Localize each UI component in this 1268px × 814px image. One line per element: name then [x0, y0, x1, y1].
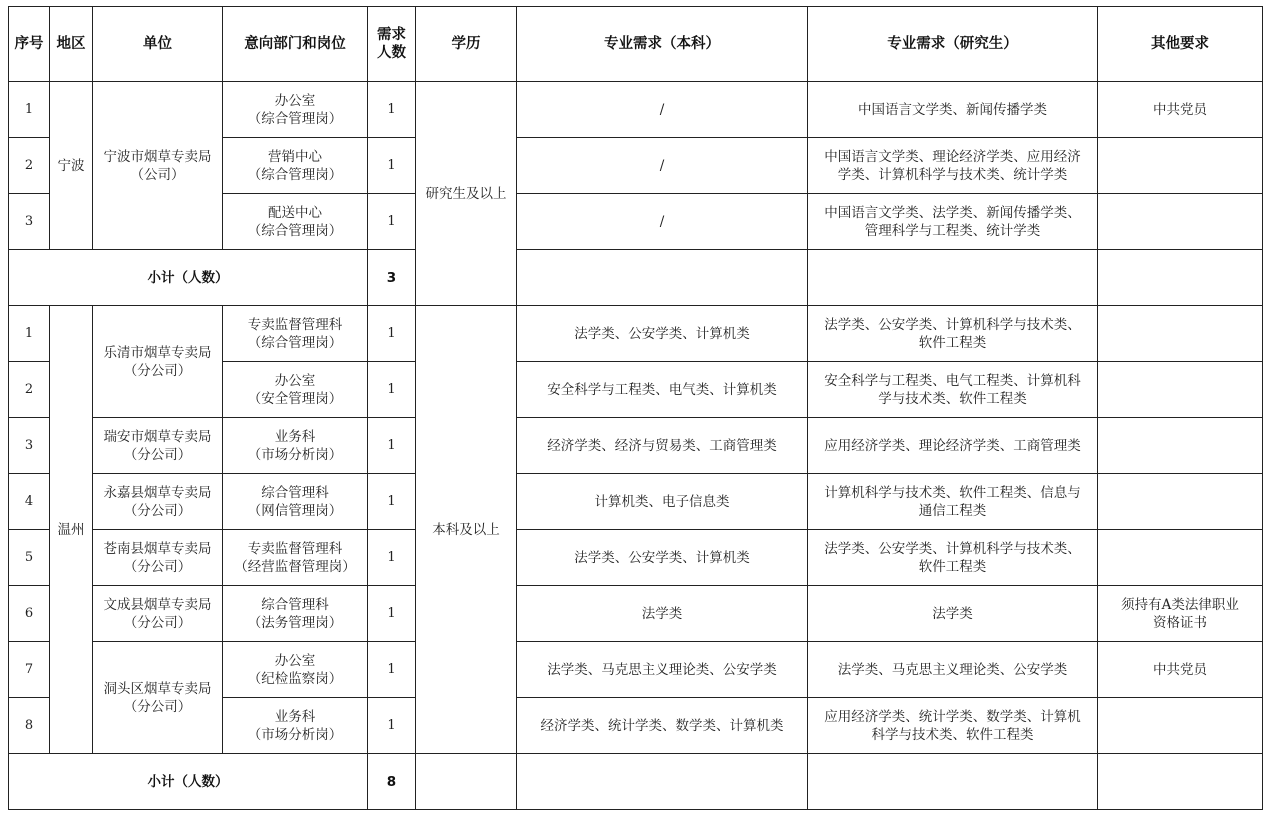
grad-line: 应用经济学类、统计学类、数学类、计算机 — [824, 708, 1081, 725]
count-cell: 1 — [368, 82, 416, 138]
header-count — [368, 7, 416, 82]
other-line: 资格证书 — [1153, 614, 1207, 631]
header-major-bachelor: 专业需求（本科） — [517, 7, 808, 82]
empty-cell — [517, 754, 808, 810]
grad-line: 科学与技术类、软件工程类 — [871, 726, 1034, 743]
count-cell: 1 — [368, 194, 416, 250]
major-grad-cell — [808, 418, 1098, 474]
grad-line: 法学类、马克思主义理论类、公安学类 — [837, 661, 1068, 678]
major-bachelor-cell — [517, 698, 808, 754]
count-cell: 1 — [368, 474, 416, 530]
header-region: 地区 — [50, 7, 93, 82]
unit-line: （分公司） — [123, 614, 192, 631]
bachelor-line: 法学类、公安学类、计算机类 — [574, 325, 750, 342]
major-bachelor-cell: / — [517, 82, 808, 138]
dept-cell — [223, 530, 368, 586]
header-other: 其他要求 — [1098, 7, 1263, 82]
seq-cell: 7 — [9, 642, 50, 698]
other-line: 中共党员 — [1153, 101, 1207, 118]
major-bachelor-cell: / — [517, 194, 808, 250]
grad-line: 中国语言文学类、法学类、新闻传播学类、 — [824, 204, 1081, 221]
dept-cell — [223, 82, 368, 138]
major-grad-cell — [808, 82, 1098, 138]
edu-cell: 本科及以上 — [416, 306, 517, 754]
grad-line: 学类、计算机科学与技术类、统计学类 — [837, 166, 1068, 183]
table-row — [9, 586, 1263, 642]
unit-cell — [93, 530, 223, 586]
unit-line: 苍南县烟草专卖局 — [103, 540, 212, 557]
seq-cell: 2 — [9, 138, 50, 194]
dept-line: 业务科 — [274, 708, 316, 725]
dept-line: （综合管理岗） — [247, 166, 343, 183]
unit-line: 永嘉县烟草专卖局 — [103, 484, 212, 501]
other-cell — [1098, 586, 1263, 642]
table-row — [9, 82, 1263, 138]
header-count-line: 人数 — [377, 45, 406, 61]
seq-cell: 2 — [9, 362, 50, 418]
bachelor-line: 法学类 — [641, 605, 683, 622]
header-row — [9, 7, 1263, 82]
major-bachelor-cell: / — [517, 138, 808, 194]
unit-line: 洞头区烟草专卖局 — [103, 680, 212, 697]
major-grad-cell — [808, 530, 1098, 586]
dept-line: 专卖监督管理科 — [247, 540, 343, 557]
count-cell: 1 — [368, 138, 416, 194]
other-cell — [1098, 642, 1263, 698]
count-cell: 1 — [368, 698, 416, 754]
dept-line: 办公室 — [274, 652, 316, 669]
other-cell — [1098, 306, 1263, 362]
other-cell — [1098, 194, 1263, 250]
dept-cell — [223, 138, 368, 194]
bachelor-line: 经济学类、统计学类、数学类、计算机类 — [540, 717, 784, 734]
table-row — [9, 642, 1263, 698]
edu-cell: 研究生及以上 — [416, 82, 517, 306]
unit-line: 瑞安市烟草专卖局 — [103, 428, 212, 445]
dept-cell — [223, 474, 368, 530]
recruitment-table — [8, 6, 1263, 810]
region-cell: 温州 — [50, 306, 93, 754]
other-line: 中共党员 — [1153, 661, 1207, 678]
header-unit: 单位 — [93, 7, 223, 82]
major-grad-cell — [808, 362, 1098, 418]
other-cell — [1098, 698, 1263, 754]
unit-line: （分公司） — [123, 362, 192, 379]
dept-cell — [223, 698, 368, 754]
table-row — [9, 474, 1263, 530]
major-bachelor-cell — [517, 586, 808, 642]
grad-line: 软件工程类 — [918, 558, 987, 575]
seq-cell: 5 — [9, 530, 50, 586]
bachelor-line: 经济学类、经济与贸易类、工商管理类 — [547, 437, 777, 454]
grad-line: 计算机科学与技术类、软件工程类、信息与 — [824, 484, 1081, 501]
unit-cell — [93, 586, 223, 642]
dept-cell — [223, 306, 368, 362]
grad-line: 软件工程类 — [918, 334, 987, 351]
grad-line: 法学类、公安学类、计算机科学与技术类、 — [824, 540, 1081, 557]
table-row — [9, 306, 1263, 362]
major-grad-cell — [808, 586, 1098, 642]
dept-line: （安全管理岗） — [247, 390, 343, 407]
empty-cell — [517, 250, 808, 306]
bachelor-line: 法学类、公安学类、计算机类 — [574, 549, 750, 566]
other-line: 须持有A类法律职业 — [1121, 596, 1239, 613]
unit-line: 宁波市烟草专卖局 — [103, 148, 212, 165]
unit-cell — [93, 474, 223, 530]
major-grad-cell — [808, 642, 1098, 698]
dept-line: 综合管理科 — [261, 484, 329, 501]
empty-cell — [1098, 250, 1263, 306]
other-cell — [1098, 418, 1263, 474]
other-cell — [1098, 474, 1263, 530]
bachelor-line: 安全科学与工程类、电气类、计算机类 — [547, 381, 777, 398]
major-bachelor-cell — [517, 418, 808, 474]
unit-cell — [93, 418, 223, 474]
major-bachelor-cell — [517, 362, 808, 418]
subtotal-value: 3 — [368, 250, 416, 306]
subtotal-label: 小计（人数） — [9, 754, 368, 810]
seq-cell: 3 — [9, 418, 50, 474]
table-row — [9, 530, 1263, 586]
grad-line: 安全科学与工程类、电气工程类、计算机科 — [824, 372, 1081, 389]
major-bachelor-cell — [517, 642, 808, 698]
header-count-line: 需求 — [377, 27, 406, 43]
major-grad-cell — [808, 306, 1098, 362]
empty-cell — [808, 754, 1098, 810]
dept-line: 配送中心 — [268, 204, 322, 221]
region-cell: 宁波 — [50, 82, 93, 250]
grad-line: 通信工程类 — [918, 502, 987, 519]
subtotal-row — [9, 250, 1263, 306]
dept-line: （纪检监察岗） — [247, 670, 343, 687]
grad-line: 应用经济学类、理论经济学类、工商管理类 — [824, 437, 1081, 454]
dept-cell — [223, 418, 368, 474]
major-grad-cell — [808, 194, 1098, 250]
major-bachelor-cell — [517, 530, 808, 586]
empty-cell — [1098, 754, 1263, 810]
unit-cell — [93, 306, 223, 418]
grad-line: 法学类、公安学类、计算机科学与技术类、 — [824, 316, 1081, 333]
grad-line: 管理科学与工程类、统计学类 — [864, 222, 1041, 239]
unit-cell — [93, 82, 223, 250]
other-cell — [1098, 362, 1263, 418]
dept-line: 业务科 — [274, 428, 316, 445]
seq-cell: 6 — [9, 586, 50, 642]
count-cell: 1 — [368, 362, 416, 418]
header-major-grad: 专业需求（研究生） — [808, 7, 1098, 82]
dept-line: （市场分析岗） — [247, 446, 343, 463]
seq-cell: 1 — [9, 82, 50, 138]
dept-cell — [223, 194, 368, 250]
grad-line: 学与技术类、软件工程类 — [878, 390, 1027, 407]
bachelor-line: 计算机类、电子信息类 — [594, 493, 730, 510]
grad-line: 中国语言文学类、新闻传播学类 — [858, 101, 1047, 118]
seq-cell: 8 — [9, 698, 50, 754]
other-cell — [1098, 82, 1263, 138]
subtotal-row — [9, 754, 1263, 810]
grad-line: 中国语言文学类、理论经济学类、应用经济 — [824, 148, 1081, 165]
unit-line: （公司） — [130, 166, 185, 183]
dept-cell — [223, 586, 368, 642]
unit-line: （分公司） — [123, 558, 192, 575]
unit-line: （分公司） — [123, 698, 192, 715]
dept-line: （法务管理岗） — [247, 614, 343, 631]
dept-cell — [223, 362, 368, 418]
dept-line: （综合管理岗） — [247, 222, 343, 239]
other-cell — [1098, 138, 1263, 194]
header-dept: 意向部门和岗位 — [223, 7, 368, 82]
dept-line: （综合管理岗） — [247, 110, 343, 127]
unit-line: 文成县烟草专卖局 — [103, 596, 212, 613]
count-cell: 1 — [368, 530, 416, 586]
dept-line: 综合管理科 — [261, 596, 329, 613]
dept-cell — [223, 642, 368, 698]
grad-line: 法学类 — [932, 605, 973, 622]
unit-cell — [93, 642, 223, 754]
seq-cell: 1 — [9, 306, 50, 362]
dept-line: 办公室 — [274, 372, 316, 389]
header-edu: 学历 — [416, 7, 517, 82]
seq-cell: 4 — [9, 474, 50, 530]
dept-line: （经营监督管理岗） — [234, 558, 356, 575]
other-cell — [1098, 530, 1263, 586]
count-cell: 1 — [368, 642, 416, 698]
subtotal-value: 8 — [368, 754, 416, 810]
dept-line: 专卖监督管理科 — [247, 316, 343, 333]
dept-line: （综合管理岗） — [247, 334, 343, 351]
unit-line: 乐清市烟草专卖局 — [103, 344, 212, 361]
unit-line: （分公司） — [123, 446, 192, 463]
header-seq: 序号 — [9, 7, 50, 82]
major-grad-cell — [808, 138, 1098, 194]
dept-line: （网信管理岗） — [247, 502, 343, 519]
count-cell: 1 — [368, 306, 416, 362]
major-bachelor-cell — [517, 306, 808, 362]
major-bachelor-cell — [517, 474, 808, 530]
empty-cell — [416, 754, 517, 810]
subtotal-label: 小计（人数） — [9, 250, 368, 306]
dept-line: 营销中心 — [268, 148, 322, 165]
major-grad-cell — [808, 698, 1098, 754]
count-cell: 1 — [368, 418, 416, 474]
dept-line: 办公室 — [274, 92, 316, 109]
bachelor-line: 法学类、马克思主义理论类、公安学类 — [547, 661, 777, 678]
count-cell: 1 — [368, 586, 416, 642]
unit-line: （分公司） — [123, 502, 192, 519]
empty-cell — [808, 250, 1098, 306]
table-row — [9, 418, 1263, 474]
seq-cell: 3 — [9, 194, 50, 250]
dept-line: （市场分析岗） — [247, 726, 343, 743]
major-grad-cell — [808, 474, 1098, 530]
